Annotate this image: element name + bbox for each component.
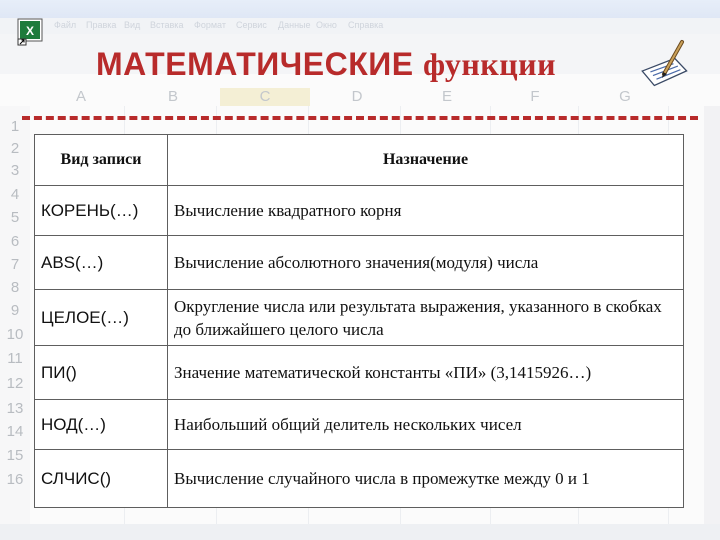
menu-tools[interactable]: Сервис <box>236 20 267 30</box>
column-header-e[interactable]: E <box>441 88 452 105</box>
function-name: ЦЕЛОЕ(…) <box>35 290 168 346</box>
header-purpose: Назначение <box>168 135 684 186</box>
function-description: Вычисление абсолютного значения(модуля) числа <box>168 236 684 290</box>
svg-text:X: X <box>25 24 35 38</box>
header-notation: Вид записи <box>35 135 168 186</box>
row-header[interactable]: 9 <box>10 302 20 319</box>
table-row <box>35 290 684 346</box>
row-header[interactable]: 1 <box>10 118 20 135</box>
row-header[interactable]: 16 <box>6 471 24 488</box>
menu-help[interactable]: Справка <box>348 20 384 30</box>
excel-menu-bar <box>0 18 720 34</box>
menu-edit[interactable]: Правка <box>86 20 117 30</box>
table-row <box>35 346 684 400</box>
column-header-d[interactable]: D <box>351 88 363 105</box>
row-header[interactable]: 6 <box>10 233 20 250</box>
menu-window[interactable]: Окно <box>316 20 337 30</box>
menu-view[interactable]: Вид <box>124 20 141 30</box>
table-header-row <box>35 135 684 186</box>
row-header[interactable]: 12 <box>6 375 24 392</box>
table-row <box>35 186 684 236</box>
row-header[interactable]: 4 <box>10 186 20 203</box>
menu-format[interactable]: Формат <box>194 20 226 30</box>
function-description: Вычисление случайного числа в промежутке между 0 и 1 <box>168 450 684 508</box>
row-header[interactable]: 5 <box>10 209 20 226</box>
menu-file[interactable]: Файл <box>54 20 77 30</box>
row-header[interactable]: 15 <box>6 447 24 464</box>
title-separator <box>22 116 698 120</box>
function-description: Наибольший общий делитель нескольких чисел <box>168 400 684 450</box>
title-caps: МАТЕМАТИЧЕСКИЕ <box>96 46 414 82</box>
function-name: СЛЧИС() <box>35 450 168 508</box>
function-name: ABS(…) <box>35 236 168 290</box>
page-title <box>96 44 556 84</box>
row-header[interactable]: 2 <box>10 140 20 157</box>
table-row <box>35 236 684 290</box>
column-headers <box>36 88 720 106</box>
menu-data[interactable]: Данные <box>278 20 311 30</box>
vertical-scrollbar[interactable] <box>704 106 720 526</box>
column-header-g[interactable]: G <box>619 88 631 105</box>
excel-title-bar <box>0 0 720 18</box>
excel-logo-icon <box>17 18 43 46</box>
row-header[interactable]: 3 <box>10 162 20 179</box>
table-row <box>35 450 684 508</box>
row-header[interactable]: 14 <box>6 423 24 440</box>
row-header[interactable]: 7 <box>10 256 20 273</box>
title-lower: функции <box>422 46 557 82</box>
row-header[interactable]: 8 <box>10 279 20 296</box>
column-header-a[interactable]: A <box>75 88 86 105</box>
table-row <box>35 400 684 450</box>
function-description: Вычисление квадратного корня <box>168 186 684 236</box>
column-header-b[interactable]: B <box>167 88 178 105</box>
function-description: Значение математической константы «ПИ» (3,1415926…) <box>168 346 684 400</box>
row-header[interactable]: 13 <box>6 400 24 417</box>
column-header-f[interactable]: F <box>530 88 540 105</box>
function-name: НОД(…) <box>35 400 168 450</box>
menu-insert[interactable]: Вставка <box>150 20 184 30</box>
sheet-tabs-bar <box>0 524 720 540</box>
row-header[interactable]: 11 <box>7 350 23 367</box>
functions-table <box>34 134 684 508</box>
column-header-c[interactable]: C <box>220 88 310 106</box>
function-name: КОРЕНЬ(…) <box>35 186 168 236</box>
function-description: Округление числа или результата выражения, указанного в скобках до ближайшего целого числа <box>168 290 684 346</box>
row-header[interactable]: 10 <box>6 326 24 343</box>
function-name: ПИ() <box>35 346 168 400</box>
pen-and-paper-icon <box>636 38 692 90</box>
